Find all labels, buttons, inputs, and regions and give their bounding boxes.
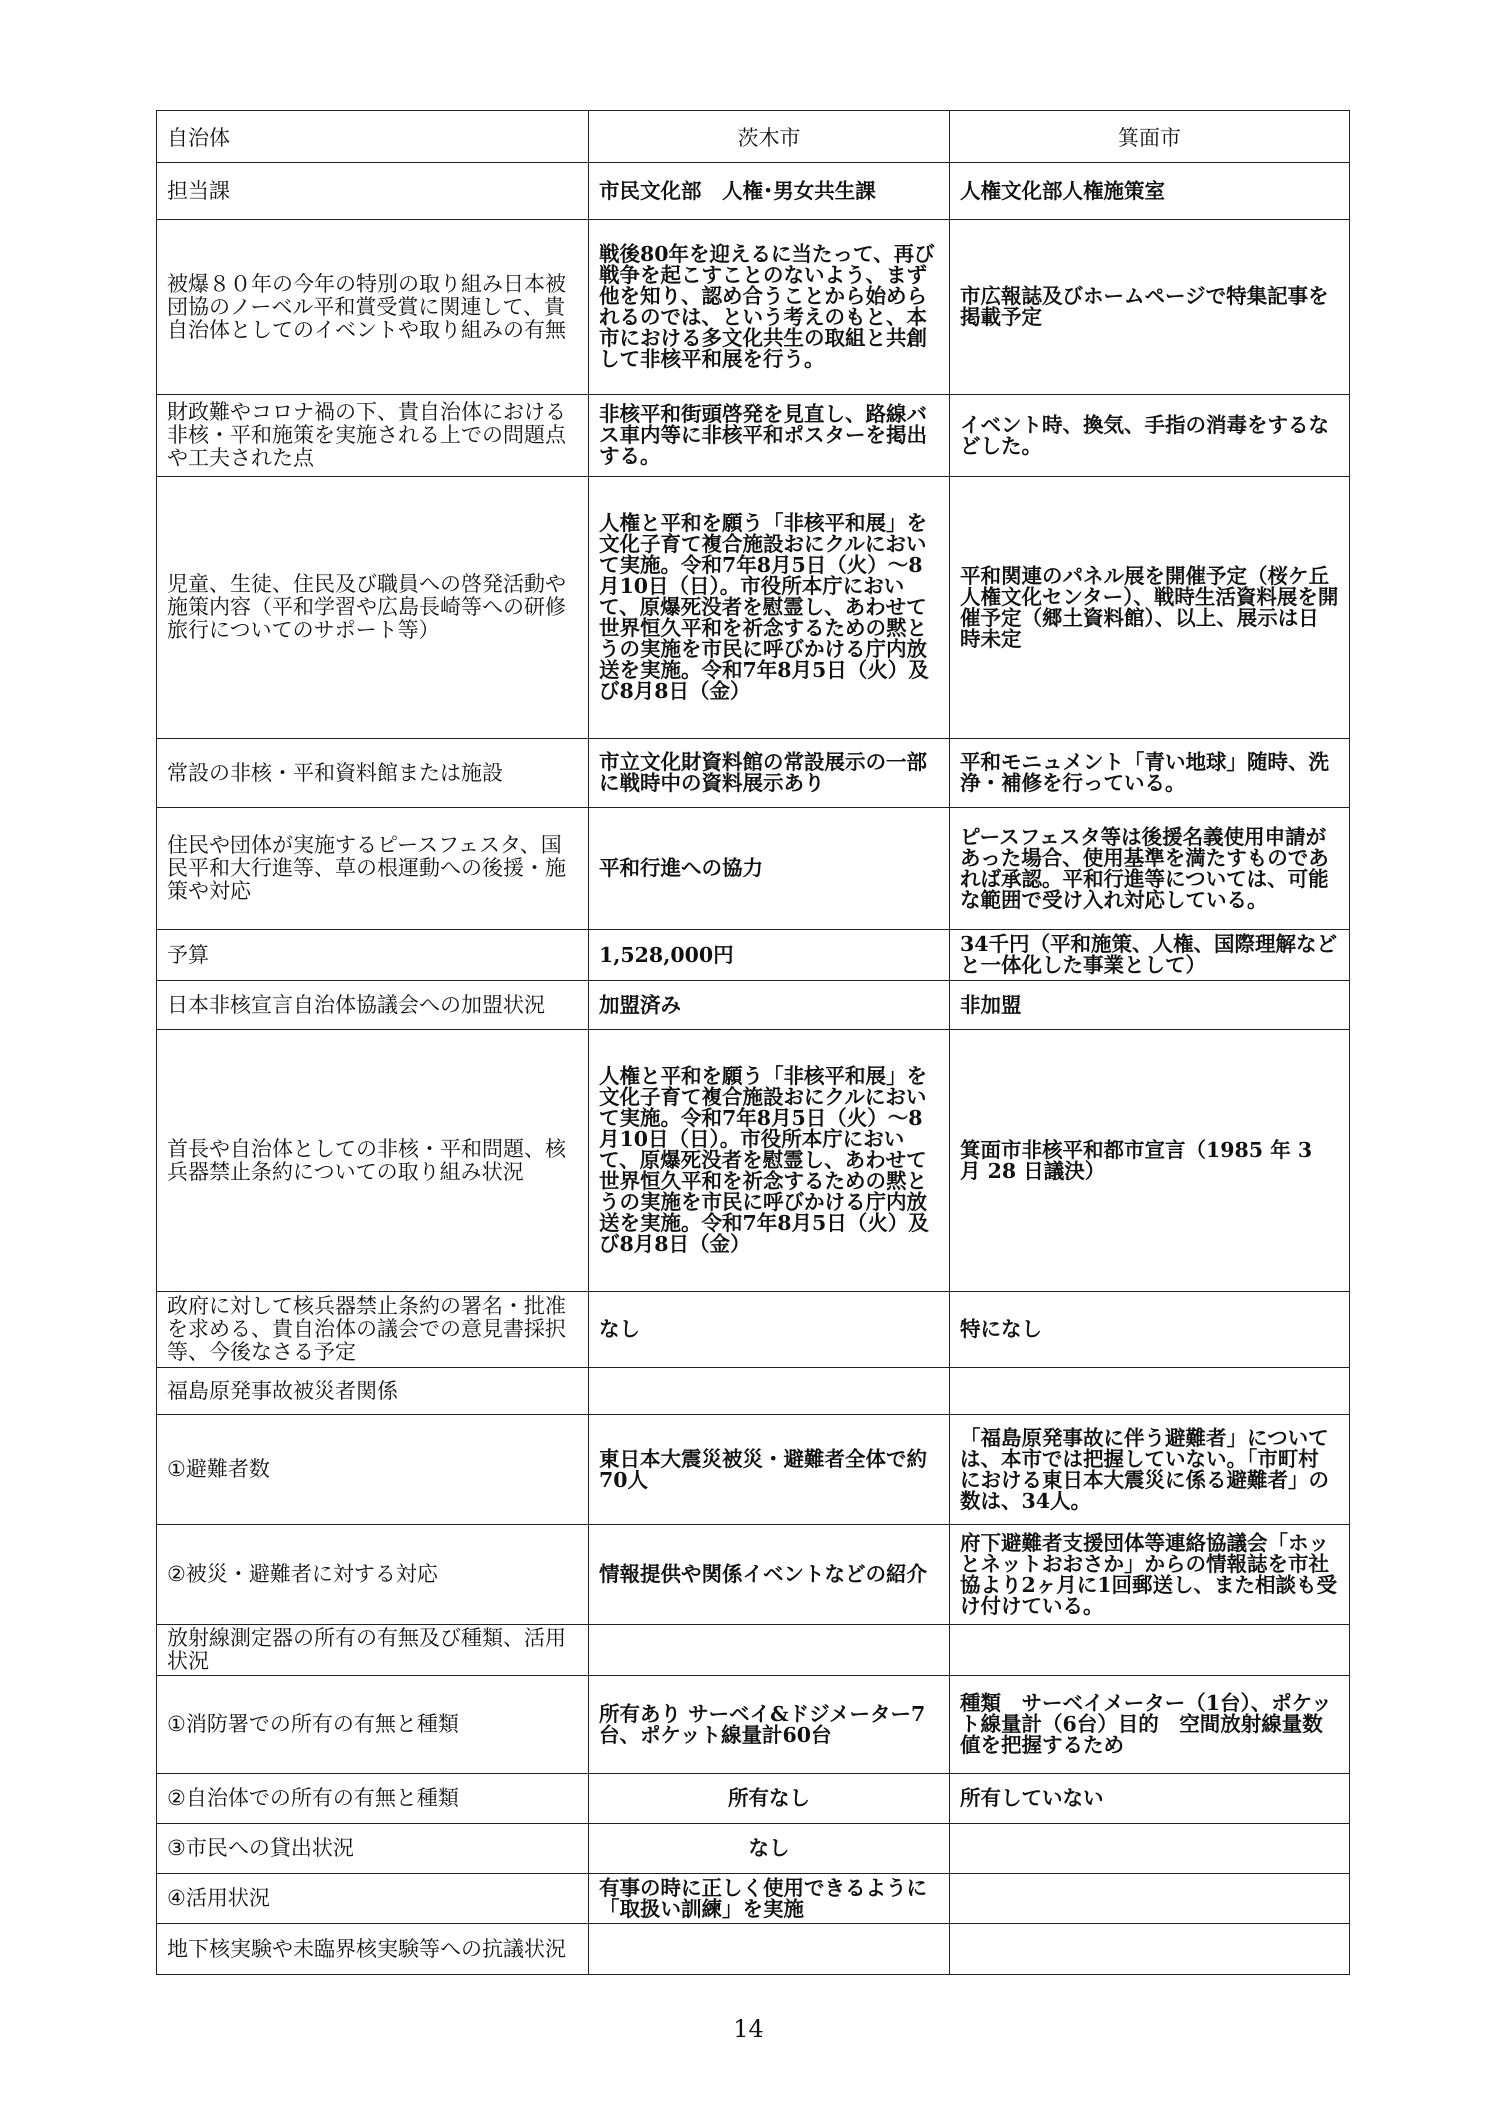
ibaraki-value: 1,528,000円: [589, 930, 950, 981]
minoh-value: [950, 1874, 1350, 1924]
ibaraki-value: [589, 1368, 950, 1415]
ibaraki-value: 戦後80年を迎えるに当たって、再び戦争を起こすことのないよう、まず他を知り、認め合うことから始められるのでは、という考えのもと、本市における多文化共生の取組と共創して非核平和展を行う。: [589, 220, 950, 395]
minoh-value: [950, 1924, 1350, 1975]
ibaraki-value: 所有あり サーベイ&ドジメーター7台、ポケット線量計60台: [589, 1676, 950, 1774]
table-row: [157, 981, 1350, 1030]
ibaraki-value: 人権と平和を願う「非核平和展」を文化子育て複合施設おにクルにおいて実施。令和7年8月5日（火）～8月10日（日）。市役所本庁において、原爆死没者を慰霊し、あわせて世界恒久平和を祈念するための黙とうの実施を市民に呼びかける庁内放送を実施。令和7年8月5日（火）及び8月8日（金）: [589, 477, 950, 739]
table-row: [157, 739, 1350, 808]
ibaraki-value: なし: [589, 1292, 950, 1368]
ibaraki-value: [589, 1625, 950, 1676]
table-row: [157, 1625, 1350, 1676]
row-label: 被爆８０年の今年の特別の取り組み日本被団協のノーベル平和賞受賞に関連して、貴自治体としてのイベントや取り組みの有無: [157, 220, 589, 395]
ibaraki-value: 有事の時に正しく使用できるように「取扱い訓練」を実施: [589, 1874, 950, 1924]
row-label: ②被災・避難者に対する対応: [157, 1525, 589, 1625]
table-row: [157, 1774, 1350, 1824]
ibaraki-value: 情報提供や関係イベントなどの紹介: [589, 1525, 950, 1625]
survey-table: [156, 110, 1350, 1975]
minoh-value: 種類 サーベイメーター（1台）、ポケット線量計（6台）目的 空間放射線量数値を把握するため: [950, 1676, 1350, 1774]
minoh-value: [950, 1368, 1350, 1415]
row-label: 担当課: [157, 163, 589, 220]
table-row: [157, 808, 1350, 930]
row-label: 予算: [157, 930, 589, 981]
table-row: [157, 1368, 1350, 1415]
minoh-value: 非加盟: [950, 981, 1350, 1030]
minoh-value: 平和モニュメント「青い地球」随時、洗浄・補修を行っている。: [950, 739, 1350, 808]
ibaraki-value: 所有なし: [589, 1774, 950, 1824]
row-label: ②自治体での所有の有無と種類: [157, 1774, 589, 1824]
table-row: [157, 1292, 1350, 1368]
table-row: [157, 1525, 1350, 1625]
ibaraki-value: 非核平和街頭啓発を見直し、路線バス車内等に非核平和ポスターを掲出する。: [589, 395, 950, 477]
table-row: [157, 1030, 1350, 1292]
ibaraki-value: 平和行進への協力: [589, 808, 950, 930]
minoh-value: ピースフェスタ等は後援名義使用申請があった場合、使用基準を満たすものであれば承認。平和行進等については、可能な範囲で受け入れ対応している。: [950, 808, 1350, 930]
minoh-value: 所有していない: [950, 1774, 1350, 1824]
minoh-value: 府下避難者支援団体等連絡協議会「ホッとネットおおさか」からの情報誌を市社協より2ヶ月に1回郵送し、また相談も受け付けている。: [950, 1525, 1350, 1625]
row-label: 地下核実験や未臨界核実験等への抗議状況: [157, 1924, 589, 1975]
minoh-value: 34千円（平和施策、人権、国際理解などと一体化した事業として）: [950, 930, 1350, 981]
row-label: ①消防署での所有の有無と種類: [157, 1676, 589, 1774]
table-row: [157, 395, 1350, 477]
table-row: [157, 930, 1350, 981]
table-row: [157, 163, 1350, 220]
ibaraki-value: 加盟済み: [589, 981, 950, 1030]
row-label: ④活用状況: [157, 1874, 589, 1924]
minoh-value: イベント時、換気、手指の消毒をするなどした。: [950, 395, 1350, 477]
minoh-value: 市広報誌及びホームページで特集記事を掲載予定: [950, 220, 1350, 395]
row-label: 常設の非核・平和資料館または施設: [157, 739, 589, 808]
header-minoh: 箕面市: [950, 111, 1350, 163]
header-ibaraki: 茨木市: [589, 111, 950, 163]
row-label: 児童、生徒、住民及び職員への啓発活動や施策内容（平和学習や広島長崎等への研修旅行についてのサポート等）: [157, 477, 589, 739]
page-number: 14: [733, 2015, 764, 2043]
minoh-value: 箕面市非核平和都市宣言（1985 年 3 月 28 日議決）: [950, 1030, 1350, 1292]
table-row: [157, 1874, 1350, 1924]
table-header-row: [157, 111, 1350, 163]
ibaraki-value: 東日本大震災被災・避難者全体で約70人: [589, 1415, 950, 1525]
minoh-value: [950, 1824, 1350, 1874]
minoh-value: [950, 1625, 1350, 1676]
minoh-value: 「福島原発事故に伴う避難者」については、本市では把握していない。「市町村における東日本大震災に係る避難者」の数は、34人。: [950, 1415, 1350, 1525]
row-label: ③市民への貸出状況: [157, 1824, 589, 1874]
ibaraki-value: [589, 1924, 950, 1975]
table-row: [157, 1924, 1350, 1975]
table-row: [157, 220, 1350, 395]
header-municipality: 自治体: [157, 111, 589, 163]
ibaraki-value: なし: [589, 1824, 950, 1874]
table-row: [157, 477, 1350, 739]
row-label: ①避難者数: [157, 1415, 589, 1525]
ibaraki-value: 人権と平和を願う「非核平和展」を文化子育て複合施設おにクルにおいて実施。令和7年8月5日（火）～8月10日（日）。市役所本庁において、原爆死没者を慰霊し、あわせて世界恒久平和を祈念するための黙とうの実施を市民に呼びかける庁内放送を実施。令和7年8月5日（火）及び8月8日（金）: [589, 1030, 950, 1292]
minoh-value: 人権文化部人権施策室: [950, 163, 1350, 220]
row-label: 日本非核宣言自治体協議会への加盟状況: [157, 981, 589, 1030]
minoh-value: 特になし: [950, 1292, 1350, 1368]
ibaraki-value: 市立文化財資料館の常設展示の一部に戦時中の資料展示あり: [589, 739, 950, 808]
table-row: [157, 1676, 1350, 1774]
row-label: 財政難やコロナ禍の下、貴自治体における非核・平和施策を実施される上での問題点や工夫された点: [157, 395, 589, 477]
row-label: 福島原発事故被災者関係: [157, 1368, 589, 1415]
minoh-value: 平和関連のパネル展を開催予定（桜ケ丘人権文化センター）、戦時生活資料展を開催予定（郷土資料館）、以上、展示は日時未定: [950, 477, 1350, 739]
table-row: [157, 1415, 1350, 1525]
row-label: 首長や自治体としての非核・平和問題、核兵器禁止条約についての取り組み状況: [157, 1030, 589, 1292]
row-label: 住民や団体が実施するピースフェスタ、国民平和大行進等、草の根運動への後援・施策や対応: [157, 808, 589, 930]
row-label: 放射線測定器の所有の有無及び種類、活用状況: [157, 1625, 589, 1676]
table-row: [157, 1824, 1350, 1874]
ibaraki-value: 市民文化部 人権･男女共生課: [589, 163, 950, 220]
row-label: 政府に対して核兵器禁止条約の署名・批准を求める、貴自治体の議会での意見書採択等、今後なさる予定: [157, 1292, 589, 1368]
